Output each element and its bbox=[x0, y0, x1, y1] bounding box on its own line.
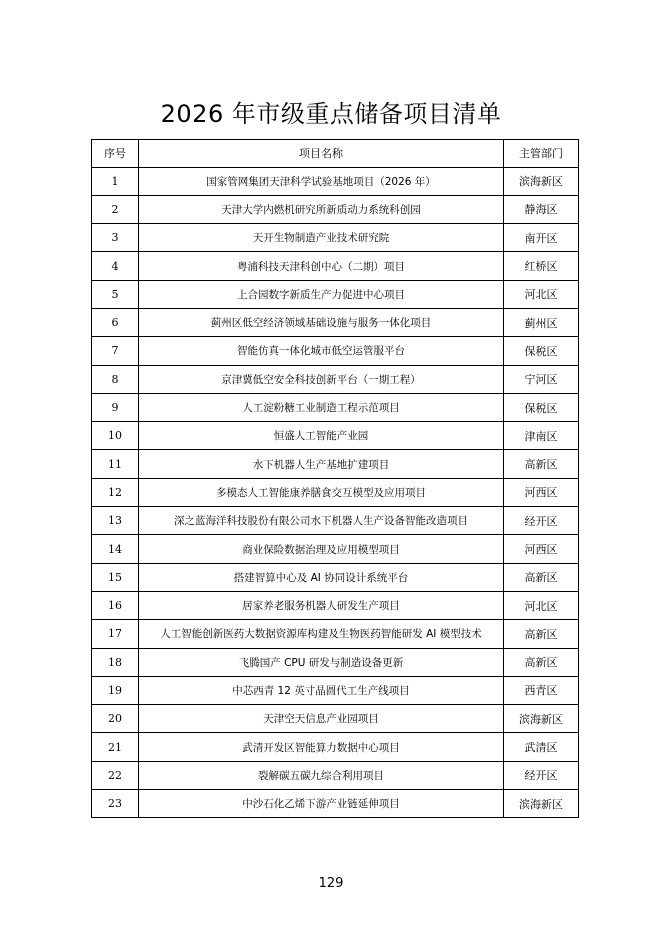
table-row bbox=[92, 790, 579, 818]
row-seq: 14 bbox=[92, 535, 139, 563]
row-seq: 2 bbox=[92, 195, 139, 223]
header-seq: 序号 bbox=[92, 140, 139, 168]
row-project-name: 搭建智算中心及 AI 协同设计系统平台 bbox=[139, 563, 504, 591]
row-seq: 8 bbox=[92, 365, 139, 393]
row-project-name: 京津冀低空安全科技创新平台（一期工程） bbox=[139, 365, 504, 393]
row-seq: 15 bbox=[92, 563, 139, 591]
row-project-name: 天津大学内燃机研究所新质动力系统科创园 bbox=[139, 195, 504, 223]
row-seq: 1 bbox=[92, 167, 139, 195]
row-seq: 7 bbox=[92, 337, 139, 365]
row-department: 保税区 bbox=[504, 337, 579, 365]
row-department: 经开区 bbox=[504, 761, 579, 789]
row-department: 蓟州区 bbox=[504, 308, 579, 336]
header-department: 主管部门 bbox=[504, 140, 579, 168]
row-project-name: 上合园数字新质生产力促进中心项目 bbox=[139, 280, 504, 308]
table-row bbox=[92, 167, 579, 195]
table-row bbox=[92, 422, 579, 450]
row-project-name: 商业保险数据治理及应用模型项目 bbox=[139, 535, 504, 563]
row-seq: 13 bbox=[92, 507, 139, 535]
row-seq: 17 bbox=[92, 620, 139, 648]
row-seq: 6 bbox=[92, 308, 139, 336]
row-project-name: 中芯西青 12 英寸晶圆代工生产线项目 bbox=[139, 676, 504, 704]
row-project-name: 智能仿真一体化城市低空运管服平台 bbox=[139, 337, 504, 365]
row-project-name: 人工淀粉糖工业制造工程示范项目 bbox=[139, 393, 504, 421]
row-project-name: 深之蓝海洋科技股份有限公司水下机器人生产设备智能改造项目 bbox=[139, 507, 504, 535]
table-row bbox=[92, 308, 579, 336]
table-row bbox=[92, 676, 579, 704]
row-department: 武清区 bbox=[504, 733, 579, 761]
row-project-name: 裂解碳五碳九综合利用项目 bbox=[139, 761, 504, 789]
table-header-row bbox=[92, 140, 579, 168]
row-project-name: 恒盛人工智能产业园 bbox=[139, 422, 504, 450]
row-seq: 20 bbox=[92, 705, 139, 733]
table-row bbox=[92, 450, 579, 478]
row-department: 河北区 bbox=[504, 280, 579, 308]
row-seq: 10 bbox=[92, 422, 139, 450]
row-department: 静海区 bbox=[504, 195, 579, 223]
table-row bbox=[92, 648, 579, 676]
row-department: 高新区 bbox=[504, 620, 579, 648]
row-department: 高新区 bbox=[504, 648, 579, 676]
row-seq: 11 bbox=[92, 450, 139, 478]
row-department: 河西区 bbox=[504, 535, 579, 563]
row-seq: 23 bbox=[92, 790, 139, 818]
row-seq: 12 bbox=[92, 478, 139, 506]
row-project-name: 人工智能创新医药大数据资源库构建及生物医药智能研发 AI 模型技术 bbox=[139, 620, 504, 648]
row-department: 宁河区 bbox=[504, 365, 579, 393]
table-row bbox=[92, 195, 579, 223]
table-row bbox=[92, 563, 579, 591]
row-seq: 4 bbox=[92, 252, 139, 280]
row-department: 红桥区 bbox=[504, 252, 579, 280]
table-row bbox=[92, 591, 579, 619]
table-row bbox=[92, 535, 579, 563]
page-title: 2026 年市级重点储备项目清单 bbox=[160, 100, 502, 128]
row-department: 经开区 bbox=[504, 507, 579, 535]
table-row bbox=[92, 224, 579, 252]
row-seq: 18 bbox=[92, 648, 139, 676]
row-seq: 5 bbox=[92, 280, 139, 308]
row-project-name: 国家管网集团天津科学试验基地项目（2026 年） bbox=[139, 167, 504, 195]
table-row bbox=[92, 507, 579, 535]
table-row bbox=[92, 705, 579, 733]
project-table bbox=[91, 139, 579, 818]
row-department: 滨海新区 bbox=[504, 167, 579, 195]
table-body bbox=[92, 167, 579, 818]
row-project-name: 天开生物制造产业技术研究院 bbox=[139, 224, 504, 252]
row-project-name: 粤浦科技天津科创中心（二期）项目 bbox=[139, 252, 504, 280]
row-department: 高新区 bbox=[504, 563, 579, 591]
table-row bbox=[92, 761, 579, 789]
page-number: 129 bbox=[318, 876, 344, 891]
row-department: 南开区 bbox=[504, 224, 579, 252]
row-project-name: 多模态人工智能康养膳食交互模型及应用项目 bbox=[139, 478, 504, 506]
row-seq: 16 bbox=[92, 591, 139, 619]
table-row bbox=[92, 337, 579, 365]
row-project-name: 居家养老服务机器人研发生产项目 bbox=[139, 591, 504, 619]
table-row bbox=[92, 252, 579, 280]
table-row bbox=[92, 365, 579, 393]
table-row bbox=[92, 733, 579, 761]
row-seq: 9 bbox=[92, 393, 139, 421]
row-department: 滨海新区 bbox=[504, 790, 579, 818]
row-department: 河北区 bbox=[504, 591, 579, 619]
table-row bbox=[92, 393, 579, 421]
row-department: 津南区 bbox=[504, 422, 579, 450]
header-project-name: 项目名称 bbox=[139, 140, 504, 168]
row-project-name: 武清开发区智能算力数据中心项目 bbox=[139, 733, 504, 761]
row-seq: 19 bbox=[92, 676, 139, 704]
row-department: 西青区 bbox=[504, 676, 579, 704]
row-department: 保税区 bbox=[504, 393, 579, 421]
row-seq: 21 bbox=[92, 733, 139, 761]
row-project-name: 飞腾国产 CPU 研发与制造设备更新 bbox=[139, 648, 504, 676]
table-row bbox=[92, 280, 579, 308]
row-department: 滨海新区 bbox=[504, 705, 579, 733]
row-seq: 3 bbox=[92, 224, 139, 252]
row-department: 高新区 bbox=[504, 450, 579, 478]
table-row bbox=[92, 620, 579, 648]
table-row bbox=[92, 478, 579, 506]
row-project-name: 水下机器人生产基地扩建项目 bbox=[139, 450, 504, 478]
row-project-name: 中沙石化乙烯下游产业链延伸项目 bbox=[139, 790, 504, 818]
row-project-name: 天津空天信息产业园项目 bbox=[139, 705, 504, 733]
row-project-name: 蓟州区低空经济领域基础设施与服务一体化项目 bbox=[139, 308, 504, 336]
row-department: 河西区 bbox=[504, 478, 579, 506]
row-seq: 22 bbox=[92, 761, 139, 789]
